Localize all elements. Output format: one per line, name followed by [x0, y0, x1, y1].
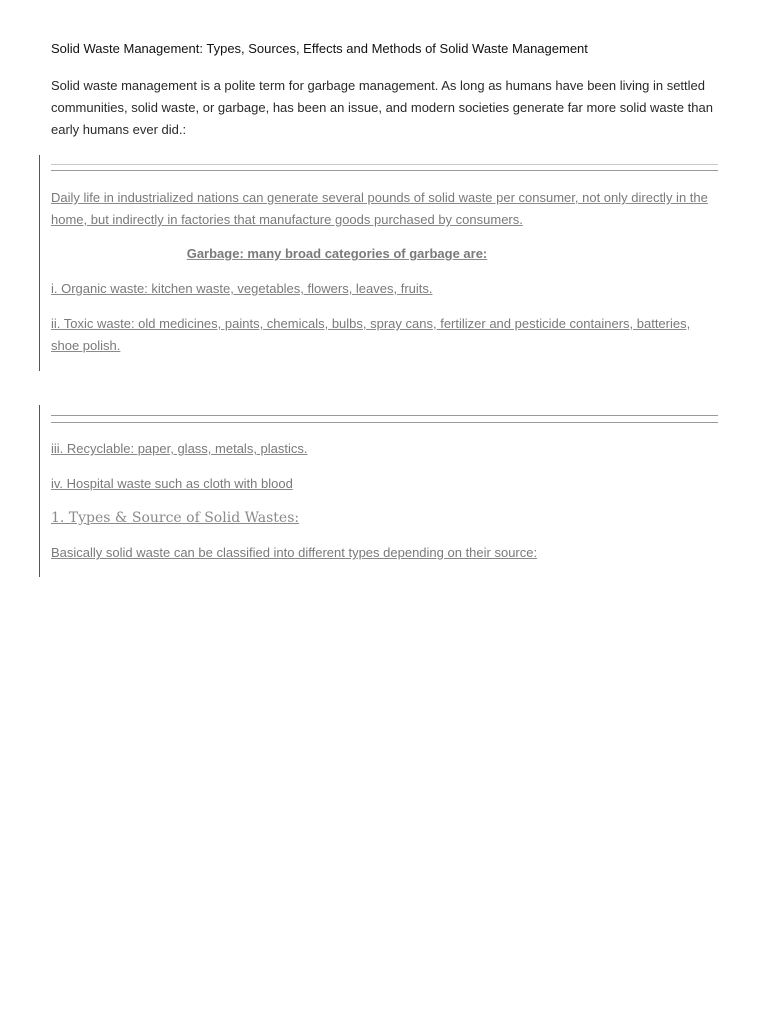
section-rule-2-top — [51, 415, 718, 416]
list-item-organic-waste: i. Organic waste: kitchen waste, vegetables, flowers, leaves, fruits. — [51, 281, 433, 296]
intro-paragraph: Solid waste management is a polite term for garbage management. As long as humans have been living in settled communities, solid waste, or garbage, has been an issue, and modern societies generate far more solid waste than early humans ever did.: — [51, 78, 713, 137]
tracked-heading-garbage: Garbage: many broad categories of garbage are: — [186, 246, 488, 261]
section-rule-1-top — [51, 164, 718, 165]
change-bar-2 — [39, 405, 40, 577]
list-item-hospital-waste: iv. Hospital waste such as cloth with blood — [51, 476, 293, 491]
list-item-toxic-waste: ii. Toxic waste: old medicines, paints, chemicals, bulbs, spray cans, fertilizer and pesticide containers, batteries, shoe polish. — [51, 316, 691, 353]
tracked-paragraph-classification: Basically solid waste can be classified into different types depending on their source: — [51, 545, 538, 560]
tracked-paragraph-daily-life: Daily life in industrialized nations can generate several pounds of solid waste per consumer, not only directly in the home, but indirectly in factories that manufacture goods purchased by consumers. — [51, 190, 708, 227]
document-title: Solid Waste Management: Types, Sources, Effects and Methods of Solid Waste Management — [51, 41, 588, 56]
section-rule-2-bottom — [51, 422, 718, 423]
list-item-recyclable: iii. Recyclable: paper, glass, metals, plastics. — [51, 441, 308, 456]
subheading-types-source: 1. Types & Source of Solid Wastes: — [51, 510, 300, 526]
section-rule-1-bottom — [51, 170, 718, 171]
change-bar-1 — [39, 155, 40, 371]
